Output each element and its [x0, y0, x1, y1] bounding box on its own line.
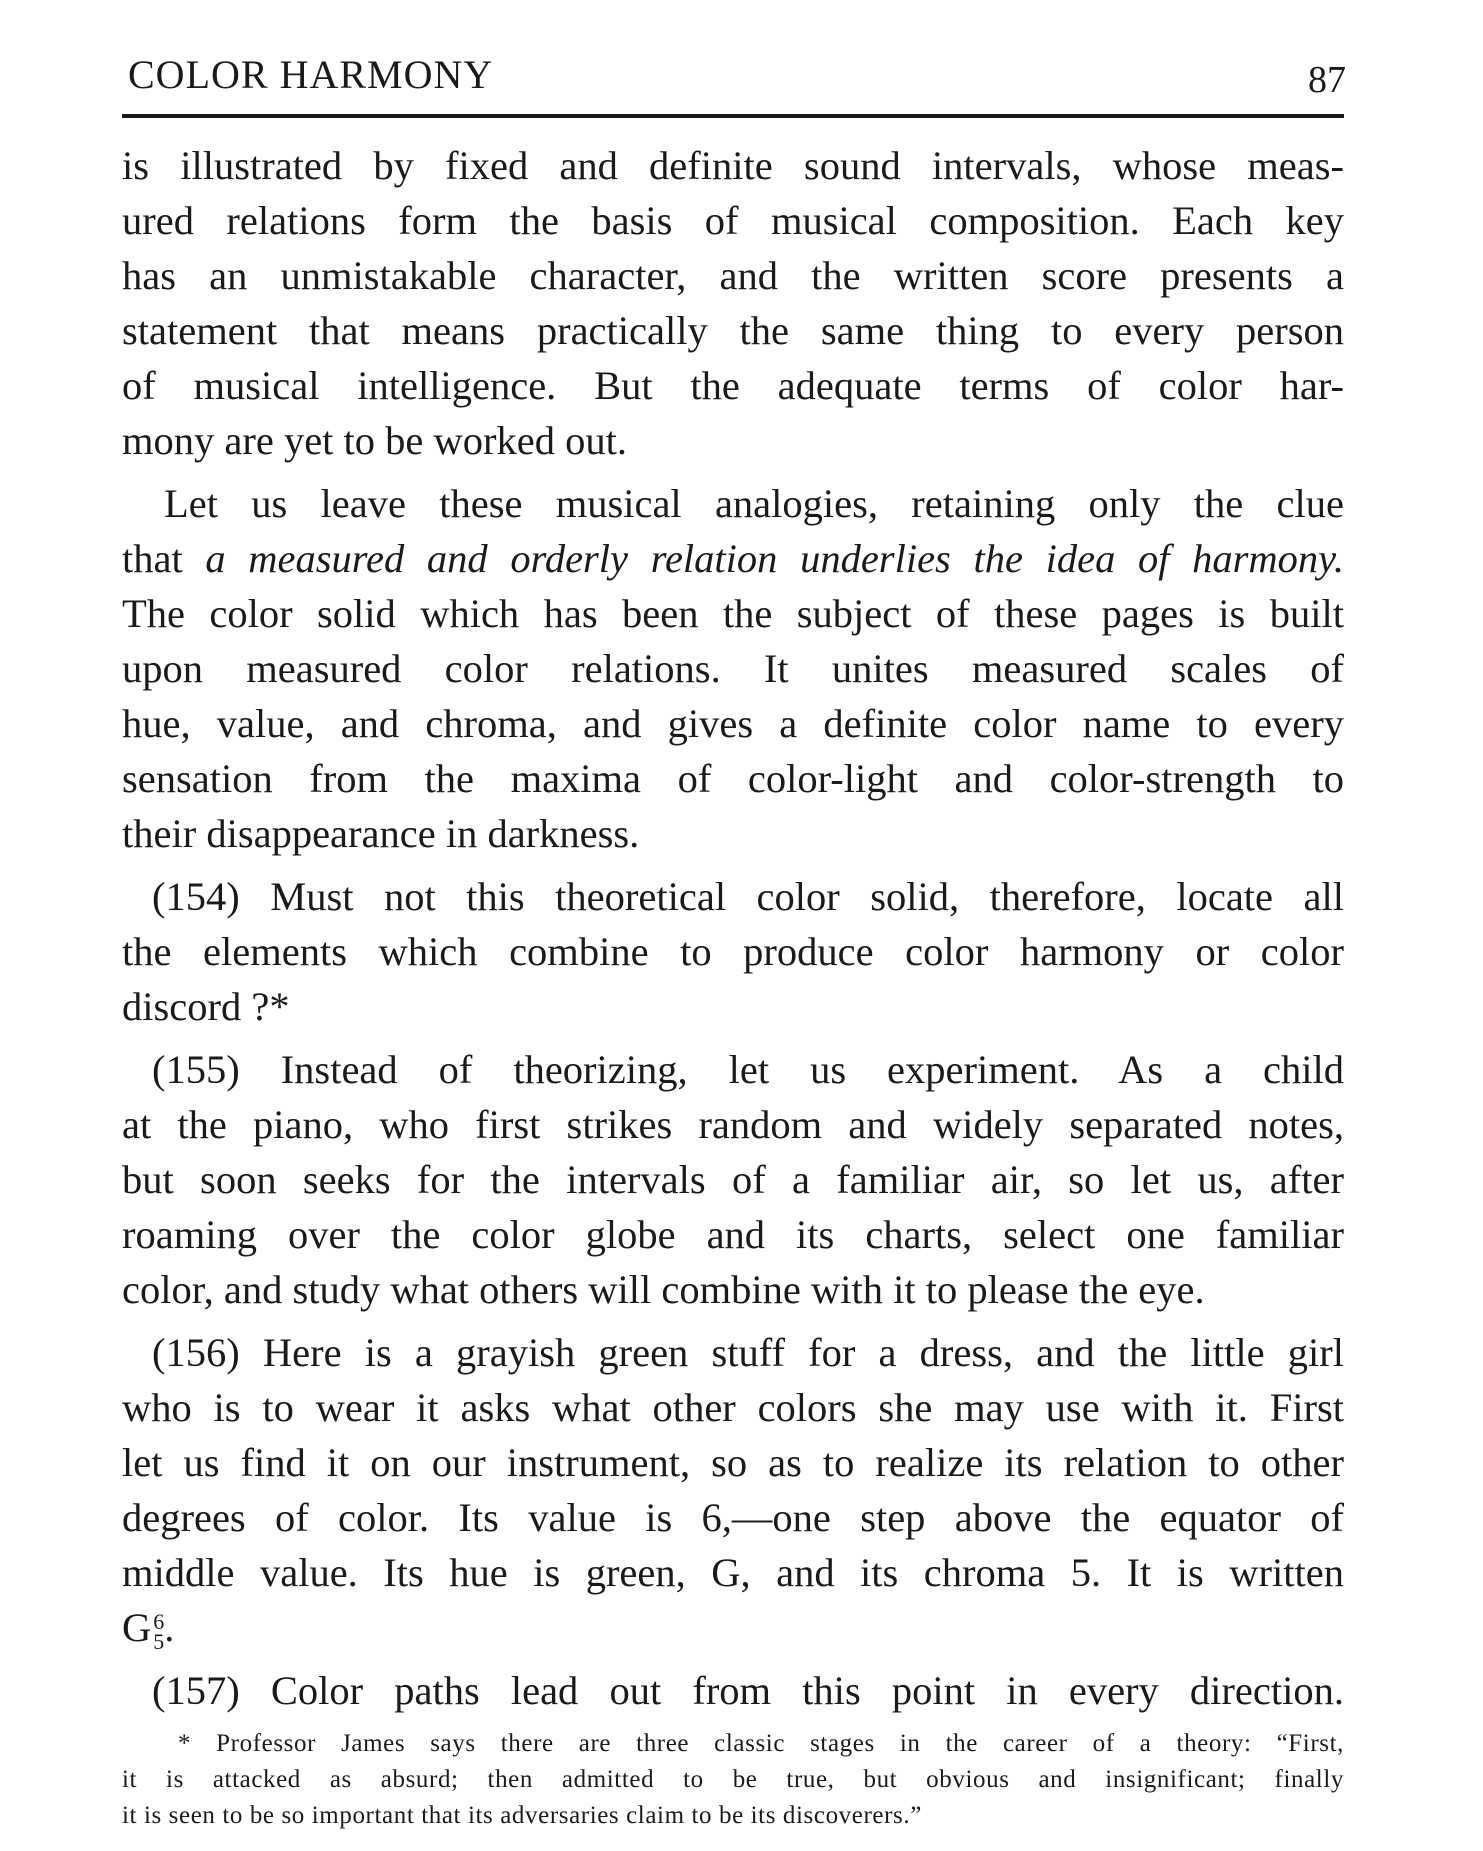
text-line: degrees of color. Its value is 6,—one step above the equator of: [122, 1495, 1344, 1540]
text-line: (154) Must not this theoretical color solid, therefore, locate all: [152, 874, 1344, 919]
text-line: discord ?*: [122, 984, 290, 1029]
text-line: let us find it on our instrument, so as to realize its relation to other: [122, 1440, 1344, 1485]
text-line: (157) Color paths lead out from this point in every direction.: [152, 1668, 1344, 1713]
text-line: (156) Here is a grayish green stuff for a dress, and the little girl: [152, 1330, 1344, 1375]
running-title: COLOR HARMONY: [128, 52, 494, 97]
text-line: Let us leave these musical analogies, retaining only the clue: [164, 481, 1344, 526]
paragraph-155: [122, 1042, 1344, 1317]
text-line: at the piano, who first strikes random and widely separated notes,: [122, 1102, 1344, 1147]
text-fragment: that: [122, 536, 206, 581]
text-line: their disappearance in darkness.: [122, 811, 640, 856]
color-notation: [122, 1600, 1344, 1655]
paragraph-157: [122, 1663, 1344, 1718]
running-head: [122, 48, 1344, 114]
text-line: roaming over the color globe and its charts, select one familiar: [122, 1212, 1344, 1257]
notation-letter: G: [122, 1605, 152, 1650]
header-rule: [122, 114, 1344, 118]
text-line: color, and study what others will combine with it to please the eye.: [122, 1267, 1205, 1312]
page: [122, 48, 1344, 1834]
notation-chroma: 5: [153, 1628, 165, 1654]
text-line: statement that means practically the same thing to every person: [122, 308, 1344, 353]
text-line: of musical intelligence. But the adequate terms of color har-: [122, 363, 1344, 408]
text-line: who is to wear it asks what other colors she may use with it. First: [122, 1385, 1344, 1430]
text-line: middle value. Its hue is green, G, and its chroma 5. It is written: [122, 1550, 1344, 1595]
paragraph-156: [122, 1325, 1344, 1655]
text-line: The color solid which has been the subject of these pages is built: [122, 591, 1344, 636]
footnote-line: * Professor James says there are three classic stages in the career of a theory: “First,: [178, 1730, 1344, 1757]
text-line: upon measured color relations. It unites measured scales of: [122, 646, 1344, 691]
text-line: mony are yet to be worked out.: [122, 418, 627, 463]
paragraph-154: [122, 869, 1344, 1034]
text-line-with-italic: [122, 531, 1344, 586]
text-line: is illustrated by fixed and definite sound intervals, whose meas-: [122, 143, 1344, 188]
body-text: [122, 138, 1344, 1718]
notation-period: .: [164, 1605, 175, 1650]
paragraph-1: [122, 138, 1344, 468]
footnote: [122, 1726, 1344, 1834]
text-line: has an unmistakable character, and the written score presents a: [122, 253, 1344, 298]
text-line: the elements which combine to produce color harmony or color: [122, 929, 1344, 974]
text-line: hue, value, and chroma, and gives a definite color name to every: [122, 701, 1344, 746]
italic-phrase: a measured and orderly relation underlies the idea of harmony.: [205, 536, 1344, 581]
notation-fraction: [153, 1608, 165, 1654]
footnote-line: it is seen to be so important that its adversaries claim to be its discoverers.”: [122, 1802, 922, 1829]
page-number: 87: [1308, 59, 1346, 101]
text-line: but soon seeks for the intervals of a familiar air, so let us, after: [122, 1157, 1344, 1202]
paragraph-2: [122, 476, 1344, 861]
notation-value: 6: [153, 1608, 165, 1634]
text-line: sensation from the maxima of color-light and color-strength to: [122, 756, 1344, 801]
footnote-line: it is attacked as absurd; then admitted to be true, but obvious and insignificant; finally: [122, 1766, 1344, 1793]
text-line: ured relations form the basis of musical composition. Each key: [122, 198, 1344, 243]
text-line: (155) Instead of theorizing, let us experiment. As a child: [152, 1047, 1344, 1092]
